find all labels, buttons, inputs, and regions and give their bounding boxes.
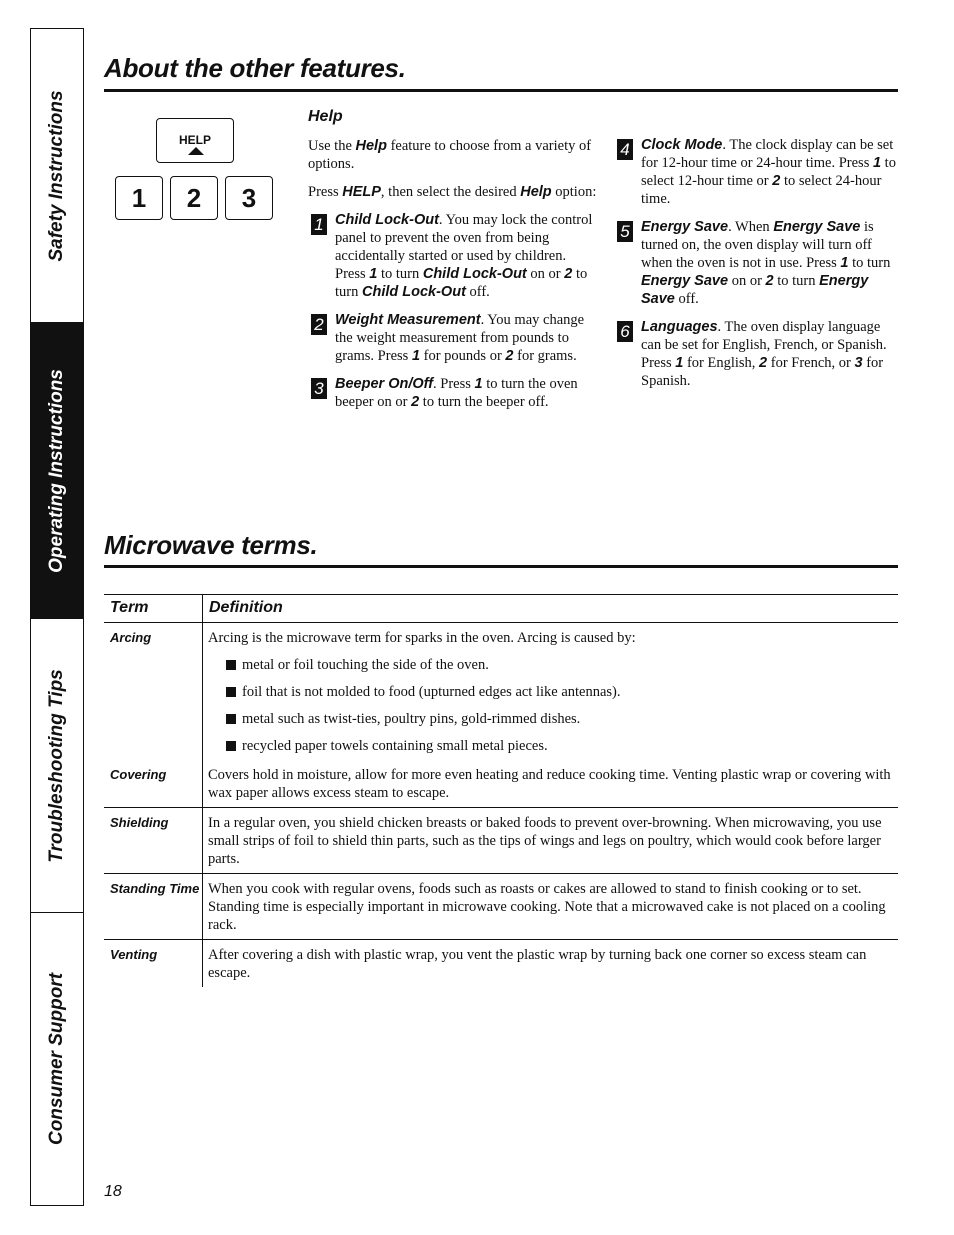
terms-table <box>104 594 898 987</box>
definition-cell <box>203 940 899 988</box>
table-row <box>104 760 898 808</box>
section-title-terms: Microwave terms. <box>104 530 318 560</box>
step-number-badge: 5 <box>617 221 633 242</box>
definition-text: Covers hold in moisture, allow for more even heating and reduce cooking time. Venting plastic wrap or covering with wax paper allows excess steam to escape. <box>208 767 891 801</box>
tab-consumer-support[interactable] <box>31 913 83 1205</box>
definition-cell <box>203 808 899 874</box>
step-number-badge: 2 <box>311 314 327 335</box>
number-key-3: 3 <box>225 176 273 220</box>
help-key <box>156 118 234 163</box>
help-intro: Use the Help feature to choose from a variety of options. <box>308 138 592 172</box>
term-cell: Arcing <box>104 623 203 761</box>
tab-label: Consumer Support <box>46 972 67 1146</box>
feature-item <box>614 136 899 208</box>
step-number-badge: 6 <box>617 321 633 342</box>
feature-name: Clock Mode <box>641 137 723 153</box>
feature-description: . When Energy Save is turned on, the oven display will turn off when the oven is not in use. Press 1 to turn Energy Save on or 2 to turn Energy Save off. <box>641 219 891 307</box>
feature-name: Beeper On/Off <box>335 376 434 392</box>
feature-name: Child Lock-Out <box>335 212 439 228</box>
definition-cell <box>203 874 899 940</box>
help-column <box>308 108 598 421</box>
definition-bullet: foil that is not molded to food (upturned edges act like antennas). <box>208 683 898 701</box>
term-cell: Covering <box>104 760 203 808</box>
feature-column-right <box>614 136 899 400</box>
feature-item <box>308 311 598 365</box>
feature-name: Languages <box>641 319 718 335</box>
definition-bullet: recycled paper towels containing small metal pieces. <box>208 737 898 755</box>
step-number-badge: 4 <box>617 139 633 160</box>
section-title-features: About the other features. <box>104 53 406 83</box>
feature-description: . You may lock the control panel to prevent the oven from being accidentally started or used by children. Press 1 to turn Child Lock-Out on or 2 to turn Child Lock-Out off. <box>335 212 593 300</box>
feature-item <box>308 375 598 411</box>
definition-text: After covering a dish with plastic wrap, you vent the plastic wrap by turning back one corner so excess steam can escape. <box>208 947 867 981</box>
section-divider <box>104 565 898 568</box>
keypad-illustration <box>114 116 276 224</box>
side-tabs <box>30 28 84 1206</box>
table-header-row <box>104 595 898 623</box>
table-row <box>104 874 898 940</box>
terms-table-body <box>104 623 898 988</box>
tab-label: Troubleshooting Tips <box>46 668 67 863</box>
help-heading: Help <box>308 108 343 125</box>
feature-name: Energy Save <box>641 219 729 235</box>
definition-text: When you cook with regular ovens, foods such as roasts or cakes are allowed to stand to finish cooking or to set. Standing time is especially important in microwave cooking. Note that a microwaved cake is not placed on a cooling rack. <box>208 881 886 933</box>
definition-column-header: Definition <box>203 595 899 623</box>
tab-safety-instructions[interactable] <box>31 29 83 323</box>
definition-text: Arcing is the microwave term for sparks in the oven. Arcing is caused by: <box>208 630 636 646</box>
tab-troubleshooting-tips[interactable] <box>31 619 83 913</box>
help-key-label: HELP <box>178 133 211 147</box>
feature-description: . Press 1 to turn the oven beeper on or 2 to turn the beeper off. <box>335 376 578 410</box>
term-cell: Standing Time <box>104 874 203 940</box>
tab-operating-instructions[interactable] <box>31 323 83 619</box>
table-row <box>104 808 898 874</box>
definition-text: In a regular oven, you shield chicken breasts or baked foods to prevent over-browning. When microwaving, you use small strips of foil to shield thin parts, such as the tips of wings and legs on poultry, which would cook before larger parts. <box>208 815 882 867</box>
table-row <box>104 940 898 988</box>
definition-cell <box>203 760 899 808</box>
feature-item <box>614 218 899 308</box>
feature-description: . The oven display language can be set for English, French, or Spanish. Press 1 for English, 2 for French, or 3 for Spanish. <box>641 319 887 389</box>
feature-item <box>308 211 598 301</box>
section-divider <box>104 89 898 92</box>
help-instruction: Press HELP, then select the desired Help option: <box>308 184 597 200</box>
number-key-1: 1 <box>115 176 163 220</box>
step-number-badge: 3 <box>311 378 327 399</box>
tab-label: Operating Instructions <box>46 369 67 573</box>
step-number-badge: 1 <box>311 214 327 235</box>
number-key-2: 2 <box>170 176 218 220</box>
feature-item <box>614 318 899 390</box>
feature-description: . The clock display can be set for 12-hour time or 24-hour time. Press 1 to select 12-hour time or 2 to select 24-hour time. <box>641 137 896 207</box>
definition-cell <box>203 623 899 761</box>
triangle-up-icon <box>188 147 204 155</box>
definition-bullet: metal such as twist-ties, poultry pins, gold-rimmed dishes. <box>208 710 898 728</box>
page-number: 18 <box>104 1183 122 1200</box>
term-cell: Venting <box>104 940 203 988</box>
term-column-header: Term <box>104 595 203 623</box>
feature-list-left <box>308 211 598 411</box>
table-row <box>104 623 898 761</box>
feature-list-right <box>614 136 899 390</box>
feature-name: Weight Measurement <box>335 312 481 328</box>
feature-description: . You may change the weight measurement from pounds to grams. Press 1 for pounds or 2 for grams. <box>335 312 585 364</box>
definition-bullet: metal or foil touching the side of the oven. <box>208 656 898 674</box>
term-cell: Shielding <box>104 808 203 874</box>
tab-label: Safety Instructions <box>46 89 67 262</box>
